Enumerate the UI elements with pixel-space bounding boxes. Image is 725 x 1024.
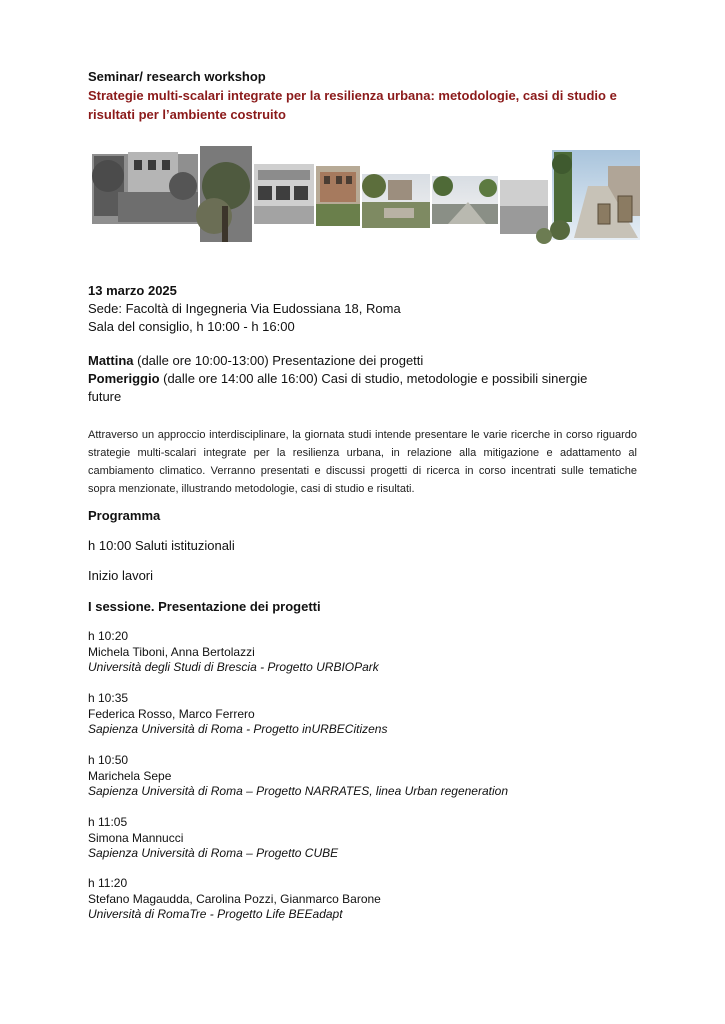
morning-text: (dalle ore 10:00-13:00) Presentazione dei progetti [133, 353, 424, 368]
slot-speakers: Federica Rosso, Marco Ferrero [88, 706, 255, 721]
afternoon-text: (dalle ore 14:00 alle 16:00) Casi di studio, metodologie e possibili sinergie future [88, 371, 588, 404]
slot-speakers: Simona Mannucci [88, 830, 184, 845]
slot-affiliation: Sapienza Università di Roma – Progetto CUBE [88, 846, 339, 860]
programme-slot [88, 691, 387, 738]
slot-time: h 10:20 [88, 629, 129, 643]
slot-speakers: Marichela Sepe [88, 768, 172, 783]
session-heading: I sessione. Presentazione dei progetti [88, 599, 321, 614]
slot-time: h 10:35 [88, 691, 129, 705]
event-title: Strategie multi-scalari integrate per la resilienza urbana: metodologie, casi di studio e risultati per l’ambiente costruito [88, 88, 617, 122]
event-kicker: Seminar/ research workshop [88, 69, 266, 84]
programme-opening: h 10:00 Saluti istituzionali [88, 538, 235, 553]
afternoon-schedule [88, 370, 608, 406]
slot-affiliation: Università degli Studi di Brescia - Progetto URBIOPark [88, 660, 379, 674]
slot-time: h 11:05 [88, 815, 128, 829]
event-abstract: Attraverso un approccio interdisciplinare, la giornata studi intende presentare le varie ricerche in corso riguardo strategie multi-scalari integrate per la resilienza urbana, in relazione alla mitigazione e adattamento al cambiamento climatico. Verranno presentati e discussi progetti di ricerca in corso incentrati sulle tematiche sopra menzionate, illustrando metodologie, casi di studio e risultati. [88, 429, 637, 495]
programme-slot [88, 753, 508, 800]
slot-speakers: Stefano Magaudda, Carolina Pozzi, Gianmarco Barone [88, 891, 381, 906]
morning-schedule [88, 352, 648, 370]
programme-heading: Programma [88, 508, 161, 523]
programme-slot [88, 815, 338, 862]
programme-start: Inizio lavori [88, 568, 154, 583]
urban-photo-collage [88, 146, 648, 246]
slot-affiliation: Sapienza Università di Roma – Progetto NARRATES, linea Urban regeneration [88, 784, 508, 798]
event-date: 13 marzo 2025 [88, 283, 177, 298]
slot-time: h 11:20 [88, 876, 128, 890]
programme-slot [88, 876, 381, 923]
morning-label: Mattina [88, 353, 134, 368]
programme-slot [88, 629, 379, 676]
slot-affiliation: Università di RomaTre - Progetto Life BEEadapt [88, 907, 343, 921]
afternoon-label: Pomeriggio [88, 371, 160, 386]
event-room-hours: Sala del consiglio, h 10:00 - h 16:00 [88, 319, 295, 334]
slot-time: h 10:50 [88, 753, 129, 767]
event-venue: Sede: Facoltà di Ingegneria Via Eudossiana 18, Roma [88, 301, 401, 316]
slot-affiliation: Sapienza Università di Roma - Progetto inURBECitizens [88, 722, 388, 736]
slot-speakers: Michela Tiboni, Anna Bertolazzi [88, 644, 255, 659]
